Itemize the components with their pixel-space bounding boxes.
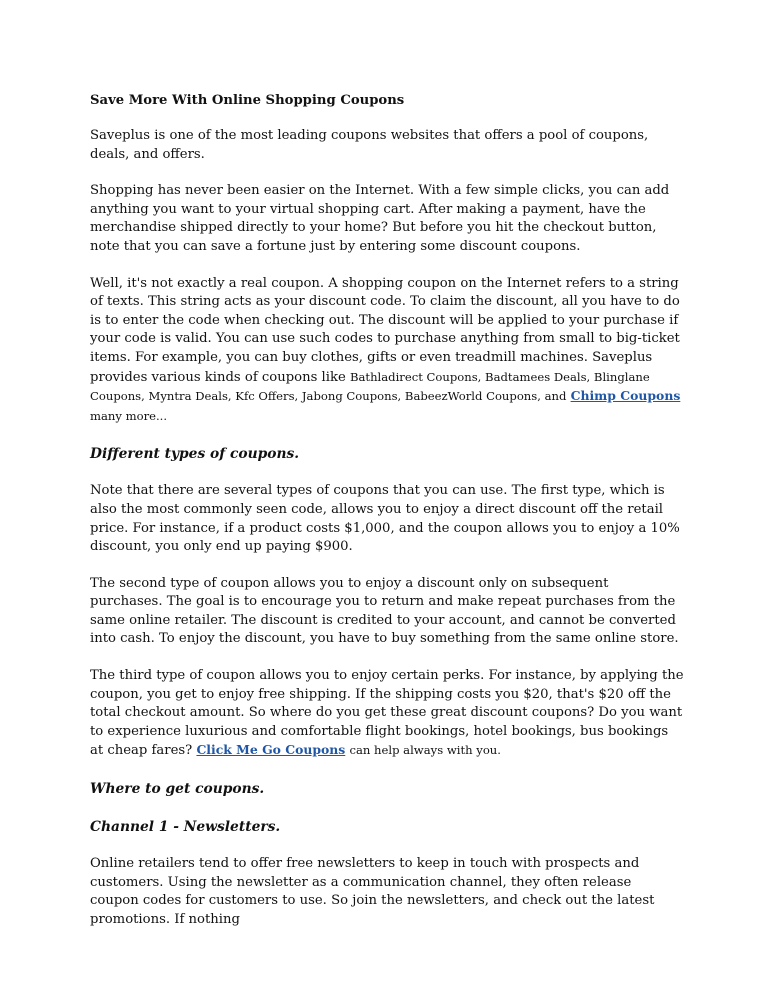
chimp-coupons-link[interactable]: Chimp Coupons	[570, 388, 681, 404]
intro-paragraph: Saveplus is one of the most leading coupons websites that offers a pool of coupons, deals, and offers.	[90, 128, 649, 162]
second-type-paragraph: The second type of coupon allows you to enjoy a discount only on subsequent purchases. The goal is to encourage you to return and make repeat purchases from the same online retailer. The discount is credited to your account, and cannot be converted into cash. To enjoy the discount, you have to buy something from the same online store.	[90, 575, 679, 647]
third-type-text: The third type of coupon allows you to enjoy certain perks. For instance, by applying the coupon, you get to enjoy free shipping. If the shipping costs you $20, that's $20 off the total checkout amount. So where do you get these great discount coupons? Do you want to experience luxurious and comfortable flight bookings, hotel bookings, bus bookings at cheap fares?	[90, 668, 684, 759]
document-title: Save More With Online Shopping Coupons	[90, 93, 405, 108]
coupon-explanation-paragraph	[90, 275, 684, 427]
channel-1-heading: Channel 1 - Newsletters.	[90, 819, 281, 836]
many-more-text: many more...	[90, 408, 168, 423]
types-heading: Different types of coupons.	[90, 446, 300, 463]
coupon-explanation-text: Well, it's not exactly a real coupon. A shopping coupon on the Internet refers to a string of texts. This string acts as your discount code. To claim the discount, all you have to do is to enter the code when checking out. The discount will be applied to your purchase if your code is valid. You can use such codes to purchase anything from small to big-ticket items. For example, you can buy clothes, gifts or even treadmill machines. Saveplus provides various kinds of coupons like	[90, 275, 680, 385]
first-type-paragraph: Note that there are several types of coupons that you can use. The first type, which is also the most commonly seen code, allows you to enjoy a direct discount off the retail price. For instance, if a product costs $1,000, and the coupon allows you to enjoy a 10% discount, you only end up paying $900.	[90, 483, 680, 555]
shopping-paragraph: Shopping has never been easier on the Internet. With a few simple clicks, you can add anything you want to your virtual shopping cart. After making a payment, have the merchandise shipped directly to your home? But before you hit the checkout button, note that you can save a fortune just by entering some discount coupons.	[90, 183, 670, 254]
where-heading: Where to get coupons.	[90, 781, 265, 798]
third-type-paragraph	[90, 667, 684, 761]
coupon-brand-list: Bathladirect Coupons, Badtamees Deals, Blinglane Coupons, Myntra Deals, Kfc Offers, Jabong Coupons, BabeezWorld Coupons, and	[90, 369, 650, 404]
click-me-go-coupons-link[interactable]: Click Me Go Coupons	[196, 742, 346, 758]
newsletters-paragraph: Online retailers tend to offer free newsletters to keep in touch with prospects and customers. Using the newsletter as a communication channel, they often release coupon codes for customers to use. So join the newsletters, and check out the latest promotions. If nothing	[90, 856, 655, 927]
help-text: can help always with you.	[349, 743, 501, 758]
